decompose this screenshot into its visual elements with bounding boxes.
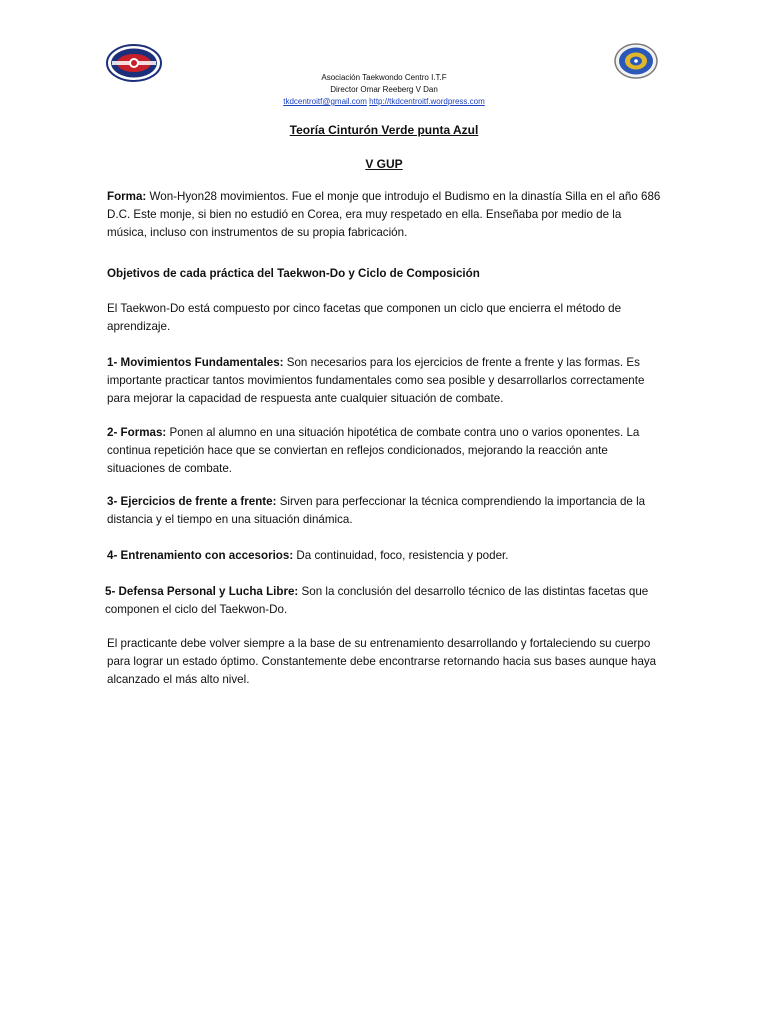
document-title: Teoría Cinturón Verde punta Azul [289,123,479,137]
item-3-text: Sirven para perfeccionar la técnica comprendiendo la importancia de la distancia y el tiempo en una situación dinámica. [107,495,646,526]
objectives-heading: Objetivos de cada práctica del Taekwon-Do y Ciclo de Composición [107,267,480,280]
item-2-paragraph [107,424,662,478]
email-link[interactable]: tkdcentroitf@gmail.com [283,97,367,106]
intro-paragraph: El Taekwon-Do está compuesto por cinco facetas que componen un ciclo que encierra el método de aprendizaje. [107,302,622,333]
forma-text: Won-Hyon28 movimientos. Fue el monje que introdujo el Budismo en la dinastía Silla en el año 686 D.C. Este monje, si bien no estudió en Corea, era muy respetado en ella. Enseñaba por medio de la música, incluso con instrumentos de su propia fabricación. [107,190,661,239]
item-2-text: Ponen al alumno en una situación hipotética de combate contra uno o varios oponentes. La continua repetición hace que se conviertan en reflejos condicionados, mejorando la reacción ante situaciones de combate. [107,426,640,475]
item-3-label: 3- Ejercicios de frente a frente: [107,495,277,508]
forma-label: Forma: [107,190,147,203]
item-1-paragraph [107,354,662,408]
item-4-text: Da continuidad, foco, resistencia y poder. [293,549,509,562]
item-3-paragraph [107,493,662,529]
website-link[interactable]: http://tkdcentroitf.wordpress.com [369,97,485,106]
item-5-paragraph [105,583,660,619]
item-5-label: 5- Defensa Personal y Lucha Libre: [105,585,299,598]
item-4-label: 4- Entrenamiento con accesorios: [107,549,294,562]
document-subtitle: V GUP [365,157,403,171]
item-5-text: Son la conclusión del desarrollo técnico de las distintas facetas que componen el ciclo del Taekwon-Do. [105,585,649,616]
closing-paragraph: El practicante debe volver siempre a la base de su entrenamiento desarrollando y fortaleciendo su cuerpo para lograr un estado óptimo. Constantemente debe encontrarse retornando hacia sus bases aunque haya alcanzado el más alto nivel. [107,637,657,686]
document-header [0,72,768,108]
item-1-text: Son necesarios para los ejercicios de frente a frente y las formas. Es importante practicar tantos movimientos fundamentales como sea posible y desarrollarlos correctamente para mejorar la capacidad de respuesta ante cualquier situación de combate. [107,356,645,405]
item-4-paragraph [107,547,662,565]
item-1-label: 1- Movimientos Fundamentales: [107,356,284,369]
association-name: Asociación Taekwondo Centro I.T.F [321,73,447,82]
item-2-label: 2- Formas: [107,426,167,439]
forma-paragraph [107,188,662,242]
director-name: Director Omar Reeberg V Dan [330,85,438,94]
